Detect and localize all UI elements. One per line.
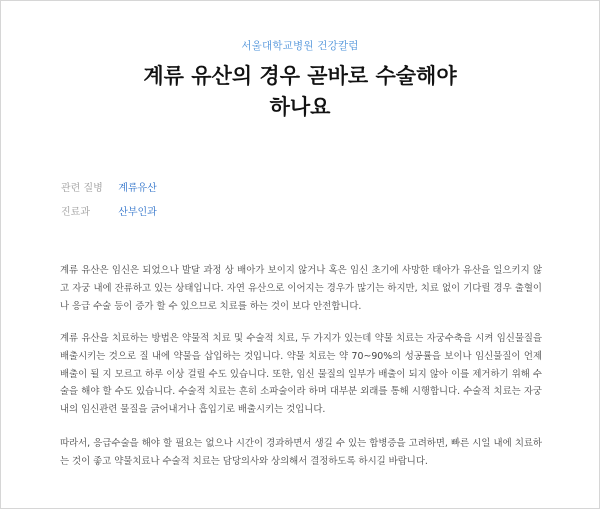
article-paragraph-1: 계류 유산은 임신은 되었으나 발달 과정 상 배아가 보이지 않거나 혹은 임신 초기에 사망한 태아가 유산을 일으키지 않고 자궁 내에 잔류하고 있는 상태입니다. 자연 유산으로 이어지는 경우가 많기는 하지만, 치료 없이 기다릴 경우 출혈이나 응급 수술 등이 증가 할 수 있으므로 치료를 하는 것이 보다 안전합니다.: [60, 265, 542, 312]
article-category: 서울대학교병원 건강칼럼: [241, 40, 359, 52]
related-disease-link[interactable]: 계류유산: [118, 183, 157, 194]
department-row: [61, 206, 157, 220]
article-paragraph-3: 따라서, 응급수술을 해야 할 필요는 없으나 시간이 경과하면서 생길 수 있는 합병증을 고려하면, 빠른 시일 내에 치료하는 것이 좋고 약물치료나 수술적 치료는 담당의사와 상의해서 결정하도록 하시길 바랍니다.: [60, 438, 542, 467]
article-paragraph-2: 계류 유산을 치료하는 방법은 약물적 치료 및 수술적 치료, 두 가지가 있는데 약물 치료는 자궁수축을 시켜 임신물질을 배출시키는 것으로 질 내에 약물을 삽입하는 것입니다. 약물 치료는 약 70~90%의 성공률을 보이나 임신물질이 언제 배출이 될 지 모르고 하루 이상 걸릴 수도 있습니다. 또한, 임신 물질의 일부가 배출이 되지 않아 이를 제거하기 위해 수술을 해야 할 수도 있습니다. 수술적 치료는 흔히 소파술이라 하며 대부분 외래를 통해 시행합니다. 수술적 치료는 자궁내의 임신관련 물질을 긁어내거나 흡입기로 배출시키는 것입니다.: [60, 333, 542, 416]
article-title-line-2: 하나요: [269, 95, 331, 119]
article-title: [81, 61, 519, 123]
department-label: 진료과: [61, 207, 90, 218]
related-disease-row: [61, 182, 157, 196]
article-title-line-1: 계류 유산의 경우 곧바로 수술해야: [143, 64, 457, 88]
related-disease-label: 관련 질병: [61, 183, 103, 194]
department-link[interactable]: 산부인과: [118, 207, 157, 218]
